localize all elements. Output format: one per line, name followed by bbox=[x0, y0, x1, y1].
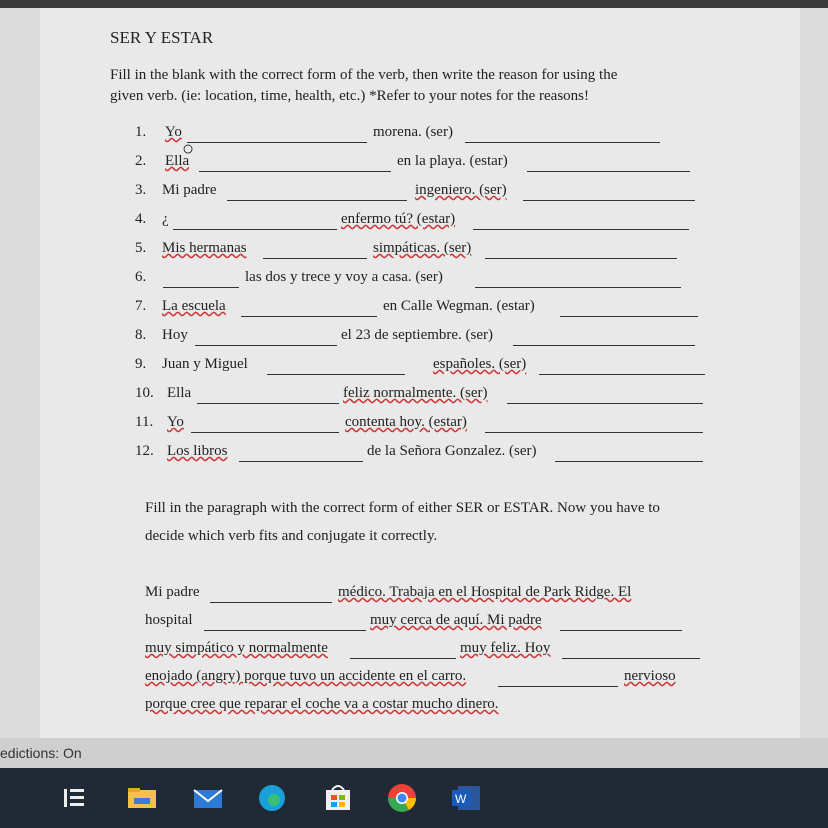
item-predicate: morena. (ser) bbox=[373, 124, 453, 140]
instructions-line-2: given verb. (ie: location, time, health, etc.) *Refer to your notes for the reasons! bbox=[110, 88, 590, 104]
item-number: 6. bbox=[135, 269, 147, 285]
item-number: 7. bbox=[135, 298, 147, 314]
answer-blank[interactable] bbox=[239, 461, 363, 462]
paragraph-line-1b: médico. Trabaja en el Hospital de Park Ridge. El bbox=[338, 584, 632, 600]
reason-blank[interactable] bbox=[539, 374, 705, 375]
answer-blank[interactable] bbox=[195, 345, 337, 346]
answer-blank[interactable] bbox=[191, 432, 339, 433]
reason-blank[interactable] bbox=[473, 229, 689, 230]
svg-text:W: W bbox=[455, 792, 467, 806]
paragraph-line-5: porque cree que reparar el coche va a costar mucho dinero. bbox=[145, 696, 499, 712]
exercise-item bbox=[135, 385, 735, 409]
item-number: 11. bbox=[135, 414, 154, 430]
answer-blank[interactable] bbox=[263, 258, 367, 259]
edge-icon[interactable] bbox=[254, 780, 290, 816]
item-number: 2. bbox=[135, 153, 147, 169]
paragraph-line-2b: muy cerca de aquí. Mi padre bbox=[370, 612, 542, 628]
chrome-icon[interactable] bbox=[384, 780, 420, 816]
exercise-item bbox=[135, 269, 735, 293]
answer-blank[interactable] bbox=[163, 287, 239, 288]
paragraph-line-3b: muy feliz. Hoy bbox=[460, 640, 551, 656]
exercise-item bbox=[135, 124, 735, 160]
reason-blank[interactable] bbox=[523, 200, 695, 201]
item-subject: Hoy bbox=[162, 327, 188, 343]
paragraph-line-4b: nervioso bbox=[624, 668, 676, 684]
item-predicate: de la Señora Gonzalez. (ser) bbox=[367, 443, 537, 459]
exercise-item bbox=[135, 240, 735, 264]
item-subject: Ella bbox=[167, 385, 192, 401]
item-subject: La escuela bbox=[162, 298, 226, 314]
word-icon[interactable] bbox=[448, 780, 484, 816]
answer-blank[interactable] bbox=[173, 229, 337, 230]
window-top-edge bbox=[0, 0, 828, 8]
instructions bbox=[110, 65, 617, 107]
instructions-line-1: Fill in the blank with the correct form of the verb, then write the reason for using the bbox=[110, 67, 618, 83]
item-subject: Juan y Miguel bbox=[162, 356, 248, 372]
item-number: 9. bbox=[135, 356, 147, 372]
text-predictions-status[interactable]: edictions: On bbox=[0, 745, 82, 761]
paragraph-line-4a: enojado (angry) porque tuvo un accidente en el carro. bbox=[145, 668, 467, 684]
reason-blank[interactable] bbox=[507, 403, 703, 404]
item-subject: Yo bbox=[167, 414, 184, 430]
exercise-item bbox=[135, 211, 735, 235]
item-predicate: enfermo tú? (estar) bbox=[341, 211, 456, 227]
section2-instructions-line-1: Fill in the paragraph with the correct form of either SER or ESTAR. Now you have to bbox=[145, 500, 660, 516]
item-predicate: el 23 de septiembre. (ser) bbox=[341, 327, 494, 343]
item-number: 3. bbox=[135, 182, 147, 198]
answer-blank[interactable] bbox=[199, 171, 391, 172]
paragraph-blank-5[interactable] bbox=[562, 658, 700, 659]
paragraph-blank-2[interactable] bbox=[204, 630, 366, 631]
item-subject: Mis hermanas bbox=[162, 240, 247, 256]
answer-blank[interactable] bbox=[241, 316, 377, 317]
paragraph-blank-4[interactable] bbox=[350, 658, 456, 659]
store-icon[interactable] bbox=[320, 780, 356, 816]
exercise-item bbox=[135, 443, 735, 467]
reason-blank[interactable] bbox=[475, 287, 681, 288]
exercise-item bbox=[135, 298, 735, 322]
exercise-item bbox=[135, 153, 735, 177]
reason-blank[interactable] bbox=[465, 142, 660, 143]
item-predicate: contenta hoy. (estar) bbox=[345, 414, 467, 430]
item-predicate: ingeniero. (ser) bbox=[415, 182, 507, 198]
item-subject: Mi padre bbox=[162, 182, 217, 198]
item-subject: Los libros bbox=[167, 443, 228, 459]
paragraph-line-2a: hospital bbox=[145, 612, 193, 628]
exercise-item bbox=[135, 414, 735, 438]
item-predicate: feliz normalmente. (ser) bbox=[343, 385, 488, 401]
paragraph-blank-6[interactable] bbox=[498, 686, 618, 687]
item-subject: Ella bbox=[165, 153, 190, 169]
mouse-cursor-icon: ○ bbox=[182, 138, 195, 160]
item-number: 5. bbox=[135, 240, 147, 256]
item-subject: Yo bbox=[165, 124, 182, 140]
section2-instructions-line-2: decide which verb fits and conjugate it correctly. bbox=[145, 528, 438, 544]
item-predicate: españoles. (ser) bbox=[433, 356, 527, 372]
taskbar bbox=[0, 768, 828, 828]
reason-blank[interactable] bbox=[560, 316, 698, 317]
item-number: 12. bbox=[135, 443, 154, 459]
mail-icon[interactable] bbox=[190, 780, 226, 816]
item-predicate: simpáticas. (ser) bbox=[373, 240, 472, 256]
reason-blank[interactable] bbox=[555, 461, 703, 462]
status-bar bbox=[0, 738, 828, 768]
item-number: 8. bbox=[135, 327, 147, 343]
file-explorer-icon[interactable] bbox=[124, 780, 160, 816]
reason-blank[interactable] bbox=[527, 171, 690, 172]
reason-blank[interactable] bbox=[485, 432, 703, 433]
item-predicate: las dos y trece y voy a casa. (ser) bbox=[245, 269, 443, 285]
answer-blank[interactable] bbox=[187, 142, 367, 143]
answer-blank[interactable] bbox=[267, 374, 405, 375]
paragraph-line-3a: muy simpático y normalmente bbox=[145, 640, 328, 656]
answer-blank[interactable] bbox=[227, 200, 407, 201]
task-view-icon[interactable] bbox=[56, 780, 92, 816]
item-predicate: en la playa. (estar) bbox=[397, 153, 508, 169]
item-number: 4. bbox=[135, 211, 147, 227]
answer-blank[interactable] bbox=[197, 403, 339, 404]
item-number: 1. bbox=[135, 124, 147, 140]
item-subject: ¿ bbox=[162, 211, 169, 227]
worksheet-title: SER Y ESTAR bbox=[110, 28, 214, 47]
exercise-item bbox=[135, 327, 735, 351]
exercise-item bbox=[135, 182, 735, 206]
reason-blank[interactable] bbox=[513, 345, 695, 346]
paragraph-line-1a: Mi padre bbox=[145, 584, 200, 600]
item-predicate: en Calle Wegman. (estar) bbox=[383, 298, 535, 314]
item-number: 10. bbox=[135, 385, 154, 401]
exercise-item bbox=[135, 356, 735, 380]
reason-blank[interactable] bbox=[485, 258, 677, 259]
paragraph-blank-1[interactable] bbox=[210, 602, 332, 603]
paragraph-blank-3[interactable] bbox=[560, 630, 682, 631]
